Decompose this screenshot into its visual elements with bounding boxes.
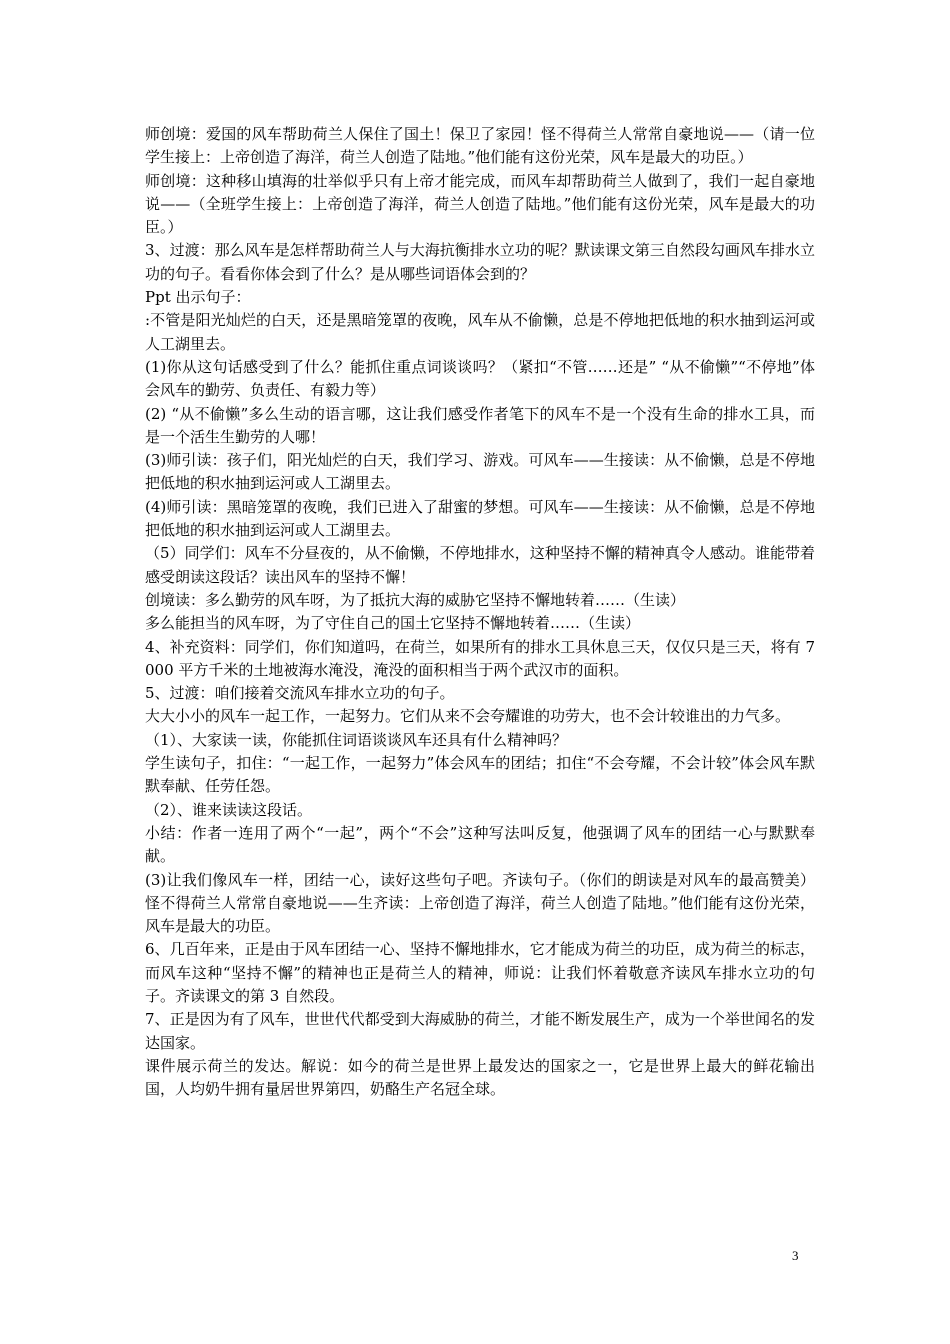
paragraph-task-3: (3)让我们像风车一样，团结一心，读好这些句子吧。齐读句子。（你们的朗读是对风车的最高赞美）怪不得荷兰人常常自豪地说——生齐读：上帝创造了海洋，荷兰人创造了陆地。”他们能有这份光荣，风车是最大的功臣。 (145, 870, 815, 936)
paragraph-quoted-sentence: :不管是阳光灿烂的白天，还是黑暗笼罩的夜晚，风车从不偷懒，总是不停地把低地的积水抽到运河或人工湖里去。 (145, 311, 815, 353)
paragraph-teacher-scenario-1: 师创境：爱国的风车帮助荷兰人保住了国土！保卫了家园！怪不得荷兰人常常自豪地说——（请一位学生接上：上帝创造了海洋，荷兰人创造了陆地。”他们能有这份光荣，风车是最大的功臣。） (145, 125, 815, 167)
paragraph-task-2: （2）、谁来读读这段话。 (145, 800, 313, 819)
paragraph-ppt-sentence-label: Ppt 出示句子： (145, 288, 251, 307)
paragraph-student-reading: 学生读句子，扣住：“一起工作，一起努力”体会风车的团结；扣住“不会夸耀，不会计较”体会风车默默奉献、任劳任怨。 (145, 754, 815, 796)
document-body (145, 123, 815, 1101)
paragraph-scenario-reading-2: 多么能担当的风车呀，为了守住自己的国土它坚持不懈地转着……（生读） (145, 614, 641, 633)
paragraph-courseware: 课件展示荷兰的发达。解说：如今的荷兰是世界上最发达的国家之一，它是世界上最大的鲜花输出国，人均奶牛拥有量居世界第四，奶酪生产名冠全球。 (145, 1056, 815, 1099)
paragraph-windmills-together: 大大小小的风车一起工作，一起努力。它们从来不会夸耀谁的功劳大，也不会计较谁出的力气多。 (145, 707, 791, 726)
paragraph-scenario-reading: 创境读：多么勤劳的风车呀，为了抵抗大海的威胁它坚持不懈地转着……（生读） (145, 590, 686, 609)
paragraph-transition-3: 3、过渡：那么风车是怎样帮助荷兰人与大海抗衡排水立功的呢？默读课文第三自然段勾画风车排水立功的句子。看看你体会到了什么？是从哪些词语体会到的？ (145, 241, 815, 283)
paragraph-guided-reading-3: (3)师引读：孩子们，阳光灿烂的白天，我们学习、游戏。可风车——生接读：从不偷懒，总是不停地把低地的积水抽到运河或人工湖里去。 (145, 451, 815, 493)
paragraph-summary: 小结：作者一连用了两个“一起”，两个“不会”这种写法叫反复，他强调了风车的团结一心与默默奉献。 (145, 823, 815, 866)
paragraph-guided-reading-4: (4)师引读：黑暗笼罩的夜晚，我们已进入了甜蜜的梦想。可风车——生接读：从不偷懒，总是不停地把低地的积水抽到运河或人工湖里去。 (145, 497, 815, 540)
paragraph-question-2: (2) “从不偷懒”多么生动的语言哪，这让我们感受作者笔下的风车不是一个没有生命的排水工具，而是一个活生生勤劳的人哪！ (145, 404, 815, 446)
paragraph-supplementary-4: 4、补充资料：同学们，你们知道吗，在荷兰，如果所有的排水工具休息三天，仅仅只是三天，将有 7000 平方千米的土地被海水淹没，淹没的面积相当于两个武汉市的面积。 (145, 637, 815, 679)
page-number: 3 (792, 1248, 799, 1263)
paragraph-students-5: （5）同学们：风车不分昼夜的，从不偷懒，不停地排水，这种坚持不懈的精神真令人感动。谁能带着感受朗读这段话？读出风车的坚持不懈！ (145, 544, 815, 586)
paragraph-teacher-scenario-2: 师创境：这种移山填海的壮举似乎只有上帝才能完成，而风车却帮助荷兰人做到了，我们一起自豪地说——（全班学生接上：上帝创造了海洋，荷兰人创造了陆地。”他们能有这份光荣，风车是最大的功臣。） (145, 171, 815, 237)
paragraph-transition-5: 5、过渡：咱们接着交流风车排水立功的句子。 (145, 684, 455, 703)
paragraph-item-6: 6、几百年来，正是由于风车团结一心、坚持不懈地排水，它才能成为荷兰的功臣，成为荷兰的标志，而风车这种“坚持不懈”的精神也正是荷兰人的精神，师说：让我们怀着敬意齐读风车排水立功的句子。齐读课文的第 3 自然段。 (145, 940, 815, 1005)
paragraph-question-1: (1)你从这句话感受到了什么？能抓住重点词谈谈吗？（紧扣“不管……还是” “从不偷懒”“不停地”体会风车的勤劳、负责任、有毅力等） (145, 357, 815, 400)
paragraph-item-7: 7、正是因为有了风车，世世代代都受到大海威胁的荷兰，才能不断发展生产，成为一个举世闻名的发达国家。 (145, 1010, 815, 1052)
paragraph-task-1: （1）、大家读一读，你能抓住词语谈谈风车还具有什么精神吗？ (145, 730, 568, 749)
